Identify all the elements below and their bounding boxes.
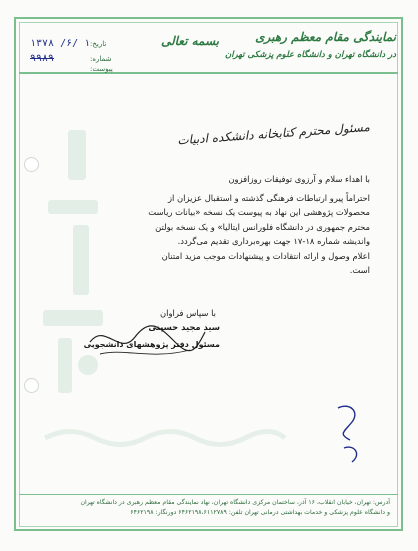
closing-line: با سپاس فراوان: [160, 308, 216, 318]
footer-address: [30, 498, 390, 518]
organization-subtitle: در دانشگاه تهران و دانشگاه علوم پزشکی تهران: [224, 50, 396, 60]
attachment-label: پیوست:: [90, 65, 113, 73]
punch-hole-bottom: [24, 378, 39, 393]
body-line: محصولات پژوهشی این نهاد به پیوست یک نسخه «بیانات ریاست: [148, 207, 370, 217]
watermark-script: [40, 420, 290, 450]
body-line: اعلام وصول و ارائه انتقادات و پیشنهادات موجب مزید امتنان: [161, 250, 370, 261]
number-label: شماره:: [90, 55, 112, 63]
footer-divider: [19, 494, 398, 495]
basmala-heading: بسمه تعالی: [160, 34, 220, 48]
greeting-line: با اهداء سلام و آرزوی توفیقات روزافزون: [228, 174, 370, 184]
number-value: ۹۹۸۹: [30, 53, 55, 64]
date-value: ۱۳۷۸ /۶/ ۱: [30, 38, 91, 49]
organization-title: نمایندگی مقام معظم رهبری: [255, 30, 396, 44]
body-line: احتراماً پیرو ارتباطات فرهنگی گذشته و استقبال عزیزان از: [167, 192, 370, 203]
date-label: تاریخ:: [90, 40, 107, 48]
punch-hole-top: [24, 157, 39, 172]
footer-line: و دانشگاه علوم پزشکی و خدمات بهداشتی درمانی تهران تلفن: ۶۴۶۲۱۹۸،۶۱۱۲۷۸۹ دورنگار: ۶۴۶۲۱۹۸: [130, 509, 390, 516]
body-line: واندیشه شماره ۱۸-۱۷ جهت بهره‌برداری تقدیم می‌گردد.: [177, 236, 370, 246]
footer-line: آدرس: تهران، خیابان انقلاب، ۱۶ آذر، ساختمان مرکزی دانشگاه تهران، نهاد نمایندگی مقام معظم رهبری در دانشگاه تهران: [80, 499, 390, 506]
header-divider: [19, 72, 398, 74]
body-line: است.: [349, 265, 370, 275]
letter-body: [44, 172, 370, 278]
signer-name: سید مجید حسینی: [148, 322, 220, 332]
signer-title: مسئول دفتر پژوهشهای دانشجویی: [83, 340, 220, 349]
recipient-handwritten: مسئول محترم کتابخانه دانشکده ادبیات: [176, 119, 371, 148]
handwritten-margin-note: [330, 400, 370, 470]
body-line: محترم جمهوری در دانشگاه فلورانس ایتالیا» و یک نسخه بولتن: [155, 221, 370, 232]
